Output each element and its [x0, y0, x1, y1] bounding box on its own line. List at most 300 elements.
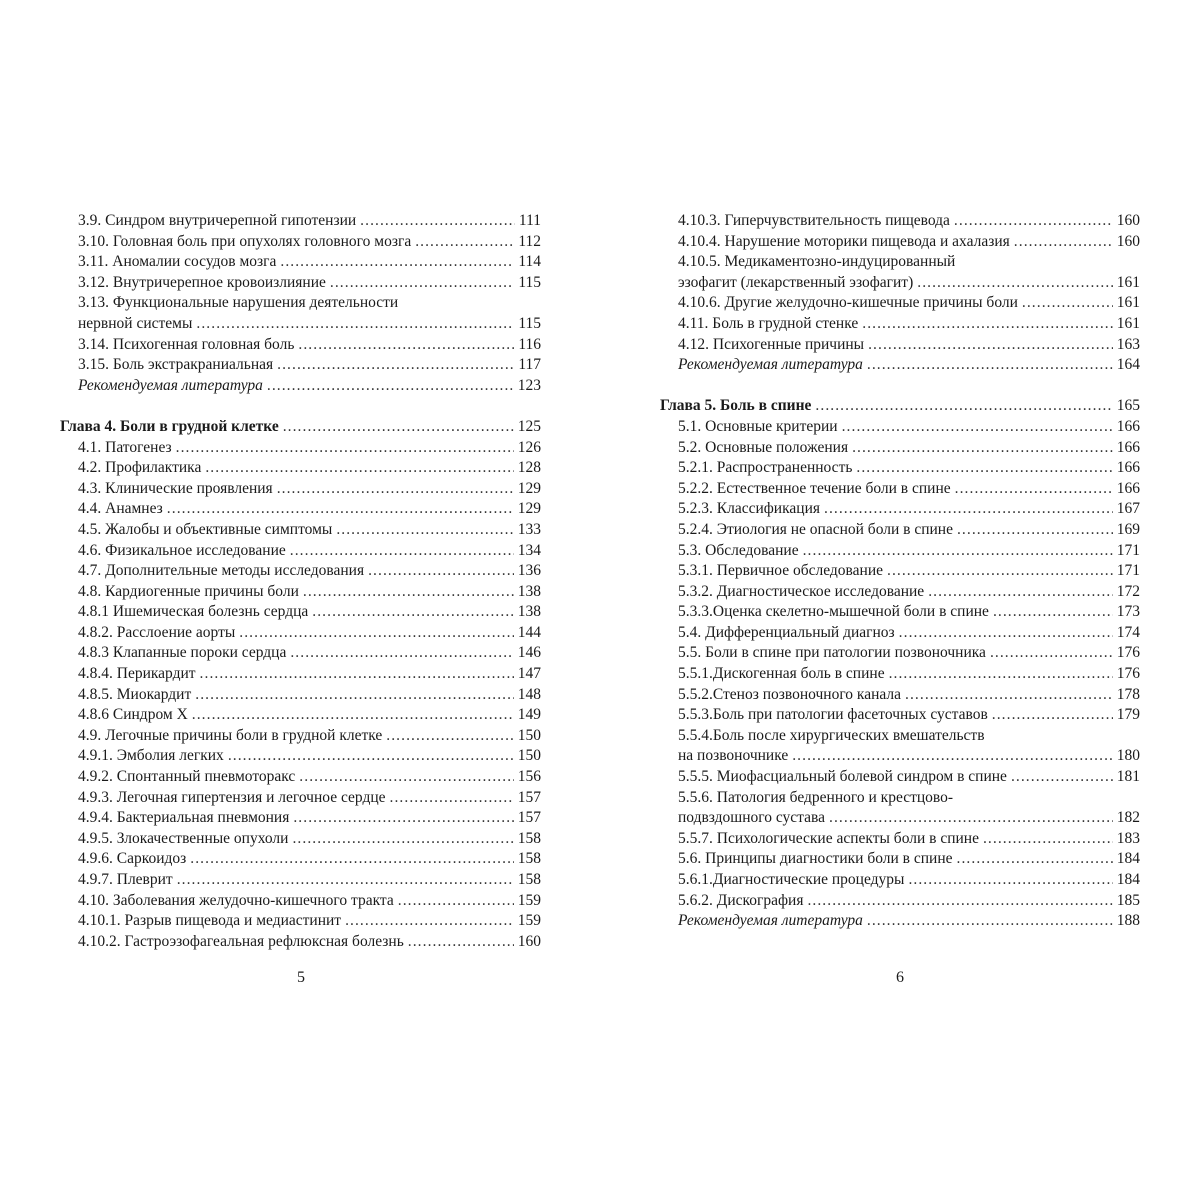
dot-leader — [292, 829, 513, 850]
toc-entry-row — [678, 664, 1140, 685]
toc-page-number: 181 — [1116, 768, 1140, 786]
toc-entry-title: 5.6.1.Диагностические процедуры — [678, 871, 905, 888]
toc-entry-row — [78, 788, 541, 809]
toc-page-number: 126 — [517, 438, 541, 456]
toc-entry-title: 5.3.2. Диагностическое исследование — [678, 582, 925, 600]
toc-entry — [60, 705, 541, 726]
dot-leader — [792, 746, 1113, 767]
toc-page-number: 129 — [517, 479, 541, 497]
dot-leader — [983, 829, 1113, 850]
toc-page-number: 144 — [517, 623, 541, 641]
toc-entry — [660, 891, 1140, 912]
toc-entry — [60, 623, 541, 644]
toc-entry — [660, 458, 1140, 479]
toc-entry-title: 5.5. Боли в спине при патологии позвоночника — [678, 644, 986, 662]
toc-entry — [660, 293, 1140, 314]
toc-entry-title: 5.2.3. Классификация — [678, 500, 820, 518]
toc-page-number: 150 — [517, 747, 541, 765]
toc-entry-row — [678, 808, 1140, 829]
toc-entry-row — [78, 355, 541, 376]
toc-page-number: 112 — [518, 232, 541, 250]
dot-leader — [200, 664, 514, 685]
toc-entry-title: 4.2. Профилактика — [78, 459, 202, 477]
toc-entry-title: 5.5.7. Психологические аспекты боли в спине — [678, 829, 979, 847]
toc-entry-row — [678, 417, 1140, 438]
dot-leader — [856, 458, 1112, 479]
toc-page-number: 160 — [517, 932, 541, 950]
dot-leader — [398, 891, 514, 912]
dot-leader — [303, 582, 514, 603]
toc-entry-title: 4.8.1 Ишемическая болезнь сердца — [78, 603, 309, 621]
toc-page-number: 167 — [1116, 500, 1140, 518]
toc-entry-row — [678, 335, 1140, 356]
dot-leader — [957, 849, 1113, 870]
toc-page-number: 188 — [1116, 912, 1140, 930]
toc-page-number: 128 — [517, 459, 541, 477]
toc-page-number: 111 — [518, 212, 541, 229]
toc-entry-title: 4.8.6 Синдром Х — [78, 706, 188, 724]
toc-entry — [60, 767, 541, 788]
toc-entry-title: 4.9.5. Злокачественные опухоли — [78, 829, 289, 847]
toc-page-number: 173 — [1116, 603, 1140, 621]
toc-entry — [660, 705, 1140, 726]
toc-entry-title: 5.6. Принципы диагностики боли в спине — [678, 850, 953, 868]
dot-leader — [990, 643, 1113, 664]
toc-entry — [660, 849, 1140, 870]
toc-entry-row — [78, 479, 541, 500]
toc-entry — [60, 355, 541, 376]
toc-entry — [660, 499, 1140, 520]
toc-entry-title-line: 4.10.5. Медикаментозно-индуцированный — [678, 253, 956, 271]
toc-entry-row — [78, 643, 541, 664]
toc-entry-row — [678, 911, 1140, 932]
dot-leader — [954, 211, 1113, 232]
toc-entry — [660, 252, 1140, 293]
dot-leader — [917, 273, 1113, 294]
toc-entry-title: 5.3.1. Первичное обследование — [678, 562, 883, 580]
toc-entry-title-line: 5.5.6. Патология бедренного и крестцово- — [678, 788, 954, 806]
toc-page-number: 171 — [1116, 562, 1140, 580]
dot-leader — [928, 582, 1113, 603]
toc-page-number: 165 — [1116, 397, 1140, 415]
dot-leader — [330, 273, 514, 294]
toc-entry — [660, 211, 1140, 232]
toc-entry — [60, 438, 541, 459]
toc-entry — [660, 355, 1140, 376]
toc-page-number: 184 — [1116, 850, 1140, 868]
toc-entry-row — [678, 767, 1140, 788]
toc-entry-row — [678, 520, 1140, 541]
dot-leader — [1014, 232, 1113, 253]
toc-page-number: 184 — [1116, 871, 1140, 888]
toc-page-number: 148 — [517, 685, 541, 703]
toc-entry — [60, 726, 541, 747]
toc-entry — [660, 623, 1140, 644]
dot-leader — [829, 808, 1113, 829]
toc-page-number: 179 — [1116, 706, 1140, 724]
toc-entry-title: на позвоночнике — [678, 747, 789, 765]
toc-entry-row — [678, 705, 1140, 726]
toc-entry-title: 5.2. Основные положения — [678, 438, 849, 456]
page-number-left: 5 — [297, 969, 305, 986]
toc-entry — [660, 643, 1140, 664]
dot-leader — [167, 499, 514, 520]
toc-entry-row — [78, 705, 541, 726]
toc-entry — [660, 335, 1140, 356]
toc-entry — [660, 829, 1140, 850]
toc-page-number: 161 — [1116, 294, 1140, 312]
toc-entry-row — [78, 252, 541, 273]
dot-leader — [312, 602, 513, 623]
right-page-toc — [660, 211, 1140, 932]
toc-page-number: 129 — [517, 500, 541, 518]
toc-entry — [60, 932, 541, 953]
toc-entry — [60, 870, 541, 891]
toc-entry-row — [78, 870, 541, 891]
toc-entry-title: 4.10.2. Гастроэзофагеальная рефлюксная болезнь — [78, 932, 404, 950]
dot-leader — [228, 746, 514, 767]
dot-leader — [277, 479, 514, 500]
toc-page-number: 156 — [517, 768, 541, 786]
toc-entry-title: 4.4. Анамнез — [78, 500, 163, 518]
toc-entry-title: 5.2.2. Естественное течение боли в спине — [678, 479, 951, 497]
toc-entry-title: 4.10.6. Другие желудочно-кишечные причины боли — [678, 294, 1018, 312]
toc-entry-title-line: 5.5.4.Боль после хирургических вмешательств — [678, 726, 985, 744]
toc-entry — [60, 232, 541, 253]
toc-entry-row — [660, 396, 1140, 417]
dot-leader — [196, 314, 514, 335]
toc-entry-title: 5.2.1. Распространенность — [678, 459, 853, 477]
toc-page-number: 164 — [1116, 356, 1140, 374]
toc-page-number: 157 — [517, 809, 541, 827]
toc-entry-title: 4.1. Патогенез — [78, 438, 172, 456]
toc-entry-title: 4.8.5. Миокардит — [78, 685, 192, 703]
toc-page-number: 166 — [1116, 417, 1140, 435]
toc-entry-title: 5.5.5. Миофасциальный болевой синдром в спине — [678, 768, 1007, 786]
toc-entry-title: 4.11. Боль в грудной стенке — [678, 314, 859, 332]
toc-entry-row — [78, 499, 541, 520]
toc-page-number: 125 — [517, 417, 541, 435]
dot-leader — [415, 232, 514, 253]
toc-entry-title: 3.11. Аномалии сосудов мозга — [78, 253, 277, 271]
toc-entry-title: Рекомендуемая литература — [78, 376, 263, 394]
toc-page-number: 147 — [517, 665, 541, 683]
toc-entry-row — [678, 479, 1140, 500]
dot-leader — [807, 891, 1112, 912]
toc-entry — [60, 479, 541, 500]
dot-leader — [867, 911, 1113, 932]
toc-entry-row — [78, 438, 541, 459]
toc-entry-row — [678, 438, 1140, 459]
dot-leader — [298, 335, 514, 356]
toc-entry — [660, 788, 1140, 829]
toc-entry-row — [678, 458, 1140, 479]
toc-entry-title: 3.14. Психогенная головная боль — [78, 335, 295, 353]
dot-leader — [277, 355, 514, 376]
dot-leader — [1011, 767, 1113, 788]
toc-entry-title: 4.8.3 Клапанные пороки сердца — [78, 644, 287, 662]
toc-entry — [660, 561, 1140, 582]
toc-entry — [60, 499, 541, 520]
toc-entry-title: 5.5.1.Дискогенная боль в спине — [678, 665, 885, 683]
toc-entry-title: 4.9.3. Легочная гипертензия и легочное сердце — [78, 788, 386, 806]
toc-entry — [60, 335, 541, 356]
toc-entry — [60, 458, 541, 479]
toc-entry-row — [78, 211, 541, 232]
toc-page-number: 149 — [517, 706, 541, 724]
toc-entry — [60, 849, 541, 870]
toc-entry-title: 5.1. Основные критерии — [678, 417, 838, 435]
dot-leader — [815, 396, 1112, 417]
toc-entry — [60, 911, 541, 932]
toc-entry-title: 5.2.4. Этиология не опасной боли в спине — [678, 520, 953, 538]
toc-page-number: 169 — [1116, 520, 1140, 538]
toc-entry — [60, 252, 541, 273]
toc-entry — [660, 870, 1140, 891]
toc-entry — [60, 788, 541, 809]
toc-page-number: 116 — [518, 335, 541, 353]
dot-leader — [408, 932, 514, 953]
toc-entry-row — [78, 911, 541, 932]
toc-entry — [660, 726, 1140, 767]
dot-leader — [957, 520, 1113, 541]
toc-entry-row — [78, 602, 541, 623]
toc-entry-row — [78, 808, 541, 829]
dot-leader — [360, 211, 515, 232]
toc-entry-row — [678, 870, 1140, 891]
toc-entry-title: 5.3. Обследование — [678, 541, 799, 559]
toc-entry-row — [678, 211, 1140, 232]
toc-page-number: 159 — [517, 891, 541, 909]
toc-entry — [60, 376, 541, 397]
toc-entry-title: 4.9.6. Саркоидоз — [78, 850, 187, 868]
toc-entry-row — [678, 499, 1140, 520]
toc-entry — [60, 293, 541, 334]
toc-entry-title: Глава 4. Боли в грудной клетке — [60, 417, 279, 435]
toc-list — [660, 211, 1140, 932]
toc-page-number: 158 — [517, 871, 541, 888]
dot-leader — [992, 705, 1113, 726]
toc-entry-row — [78, 232, 541, 253]
dot-leader — [177, 870, 514, 891]
dot-leader — [267, 376, 514, 397]
toc-page-number: 174 — [1116, 623, 1140, 641]
toc-entry-title: 4.7. Дополнительные методы исследования — [78, 562, 365, 580]
toc-entry-title: 4.3. Клинические проявления — [78, 479, 273, 497]
dot-leader — [905, 685, 1113, 706]
dot-leader — [899, 623, 1113, 644]
toc-entry — [60, 520, 541, 541]
toc-page-number: 160 — [1116, 232, 1140, 250]
dot-leader — [299, 767, 513, 788]
toc-page-number: 182 — [1116, 809, 1140, 827]
toc-page-number: 166 — [1116, 479, 1140, 497]
toc-entry-title: 4.8. Кардиогенные причины боли — [78, 582, 299, 600]
toc-entry-title: 4.10. Заболевания желудочно-кишечного тракта — [78, 891, 394, 909]
toc-entry-title: Глава 5. Боль в спине — [660, 397, 812, 415]
toc-entry-row — [78, 664, 541, 685]
toc-page-number: 123 — [517, 376, 541, 394]
toc-entry-title: 5.3.3.Оценка скелетно-мышечной боли в спине — [678, 603, 989, 621]
toc-entry-row — [78, 685, 541, 706]
toc-entry — [660, 602, 1140, 623]
dot-leader — [386, 726, 513, 747]
dot-leader — [280, 252, 514, 273]
toc-entry — [660, 232, 1140, 253]
toc-list — [60, 211, 541, 952]
toc-entry-row — [678, 314, 1140, 335]
toc-entry-row — [78, 849, 541, 870]
toc-entry-title: 5.5.2.Стеноз позвоночного канала — [678, 685, 902, 703]
dot-leader — [293, 808, 513, 829]
toc-entry-title: 3.10. Головная боль при опухолях головного мозга — [78, 232, 412, 250]
dot-leader — [868, 335, 1113, 356]
toc-page-number: 159 — [517, 912, 541, 930]
dot-leader — [887, 561, 1113, 582]
toc-page-number: 117 — [518, 356, 541, 374]
toc-page-number: 180 — [1116, 747, 1140, 765]
toc-entry — [660, 685, 1140, 706]
toc-entry-title: 5.5.3.Боль при патологии фасеточных суставов — [678, 706, 988, 724]
toc-entry-row — [678, 561, 1140, 582]
toc-entry-row — [78, 520, 541, 541]
dot-leader — [867, 355, 1113, 376]
toc-entry-title: Рекомендуемая литература — [678, 356, 863, 374]
toc-page-number: 157 — [517, 788, 541, 806]
toc-entry-row — [78, 335, 541, 356]
toc-entry — [660, 582, 1140, 603]
toc-entry — [660, 767, 1140, 788]
dot-leader — [955, 479, 1113, 500]
toc-entry-title: 3.9. Синдром внутричерепной гипотензии — [78, 212, 357, 229]
toc-entry-row — [78, 932, 541, 953]
dot-leader — [283, 417, 514, 438]
toc-entry-title: 4.9.2. Спонтанный пневмоторакс — [78, 768, 296, 786]
toc-entry-title: 4.9.4. Бактериальная пневмония — [78, 809, 290, 827]
toc-entry-title: 4.5. Жалобы и объективные симптомы — [78, 520, 333, 538]
toc-entry — [660, 911, 1140, 932]
toc-entry — [660, 664, 1140, 685]
dot-leader — [290, 541, 514, 562]
toc-entry-title: 3.15. Боль экстракраниальная — [78, 356, 274, 374]
toc-page-number: 158 — [517, 850, 541, 868]
toc-entry — [660, 541, 1140, 562]
toc-chapter-heading — [60, 417, 541, 438]
toc-entry-row — [60, 417, 541, 438]
toc-entry-title: 5.6.2. Дискография — [678, 891, 804, 909]
toc-entry-row — [78, 891, 541, 912]
toc-entry — [60, 829, 541, 850]
toc-entry-row — [678, 849, 1140, 870]
toc-entry-row — [78, 314, 541, 335]
toc-page-number: 172 — [1116, 582, 1140, 600]
toc-entry-row — [78, 582, 541, 603]
toc-entry-row — [78, 273, 541, 294]
dot-leader — [803, 541, 1113, 562]
dot-leader — [176, 438, 514, 459]
toc-entry-row — [678, 829, 1140, 850]
toc-entry — [60, 808, 541, 829]
dot-leader — [852, 438, 1113, 459]
toc-entry-row — [678, 685, 1140, 706]
toc-entry-title: 4.12. Психогенные причины — [678, 335, 865, 353]
toc-entry-title: 4.10.1. Разрыв пищевода и медиастинит — [78, 912, 342, 930]
toc-entry-row — [78, 623, 541, 644]
toc-entry — [660, 520, 1140, 541]
toc-entry-row — [678, 293, 1140, 314]
toc-page-number: 133 — [517, 520, 541, 538]
dot-leader — [908, 870, 1112, 891]
toc-entry — [660, 479, 1140, 500]
toc-entry — [60, 643, 541, 664]
dot-leader — [190, 849, 513, 870]
toc-entry-row — [678, 232, 1140, 253]
toc-entry — [60, 273, 541, 294]
toc-entry-row — [678, 582, 1140, 603]
toc-entry-title: 4.9. Легочные причины боли в грудной клетке — [78, 726, 383, 744]
toc-entry-row — [78, 376, 541, 397]
toc-entry-title: 4.8.4. Перикардит — [78, 665, 196, 683]
toc-entry — [60, 602, 541, 623]
toc-entry — [60, 561, 541, 582]
toc-entry — [60, 211, 541, 232]
toc-entry-row — [678, 623, 1140, 644]
toc-page-number: 161 — [1116, 314, 1140, 332]
toc-page-number: 176 — [1116, 665, 1140, 683]
toc-entry-title: 4.9.1. Эмболия легких — [78, 747, 224, 765]
toc-entry-row — [678, 541, 1140, 562]
toc-page-number: 158 — [517, 829, 541, 847]
toc-entry — [660, 417, 1140, 438]
dot-leader — [1022, 293, 1113, 314]
toc-entry-title-line: 3.13. Функциональные нарушения деятельности — [78, 294, 399, 312]
toc-page-number: 115 — [518, 314, 541, 332]
toc-page-number: 166 — [1116, 438, 1140, 456]
toc-page-number: 161 — [1116, 273, 1140, 291]
toc-entry-title: эзофагит (лекарственный эзофагит) — [678, 273, 914, 291]
page-number-right: 6 — [896, 969, 904, 986]
toc-entry-title: 3.12. Внутричерепное кровоизлияние — [78, 273, 326, 291]
toc-page-number: 114 — [518, 253, 541, 271]
toc-page-number: 160 — [1116, 212, 1140, 229]
toc-entry-row — [78, 561, 541, 582]
dot-leader — [368, 561, 514, 582]
toc-entry-row — [78, 746, 541, 767]
toc-entry-row — [78, 829, 541, 850]
toc-page-number: 138 — [517, 603, 541, 621]
toc-entry-row — [78, 541, 541, 562]
toc-entry — [60, 746, 541, 767]
toc-entry-title: подвздошного сустава — [678, 809, 826, 827]
toc-page-number: 185 — [1116, 891, 1140, 909]
dot-leader — [889, 664, 1113, 685]
toc-entry-row — [678, 602, 1140, 623]
toc-chapter-heading — [660, 396, 1140, 417]
toc-entry-title: 5.4. Дифференциальный диагноз — [678, 623, 895, 641]
toc-entry-title: 4.10.4. Нарушение моторики пищевода и ахалазия — [678, 232, 1010, 250]
dot-leader — [239, 623, 513, 644]
toc-entry — [60, 582, 541, 603]
dot-leader — [862, 314, 1113, 335]
toc-entry-row — [78, 458, 541, 479]
toc-entry-row — [78, 767, 541, 788]
toc-entry-title: Рекомендуемая литература — [678, 912, 863, 930]
toc-entry-title: 4.9.7. Плеврит — [78, 871, 173, 888]
toc-entry — [60, 685, 541, 706]
dot-leader — [993, 602, 1113, 623]
toc-entry-row — [678, 746, 1140, 767]
toc-entry-row — [78, 726, 541, 747]
